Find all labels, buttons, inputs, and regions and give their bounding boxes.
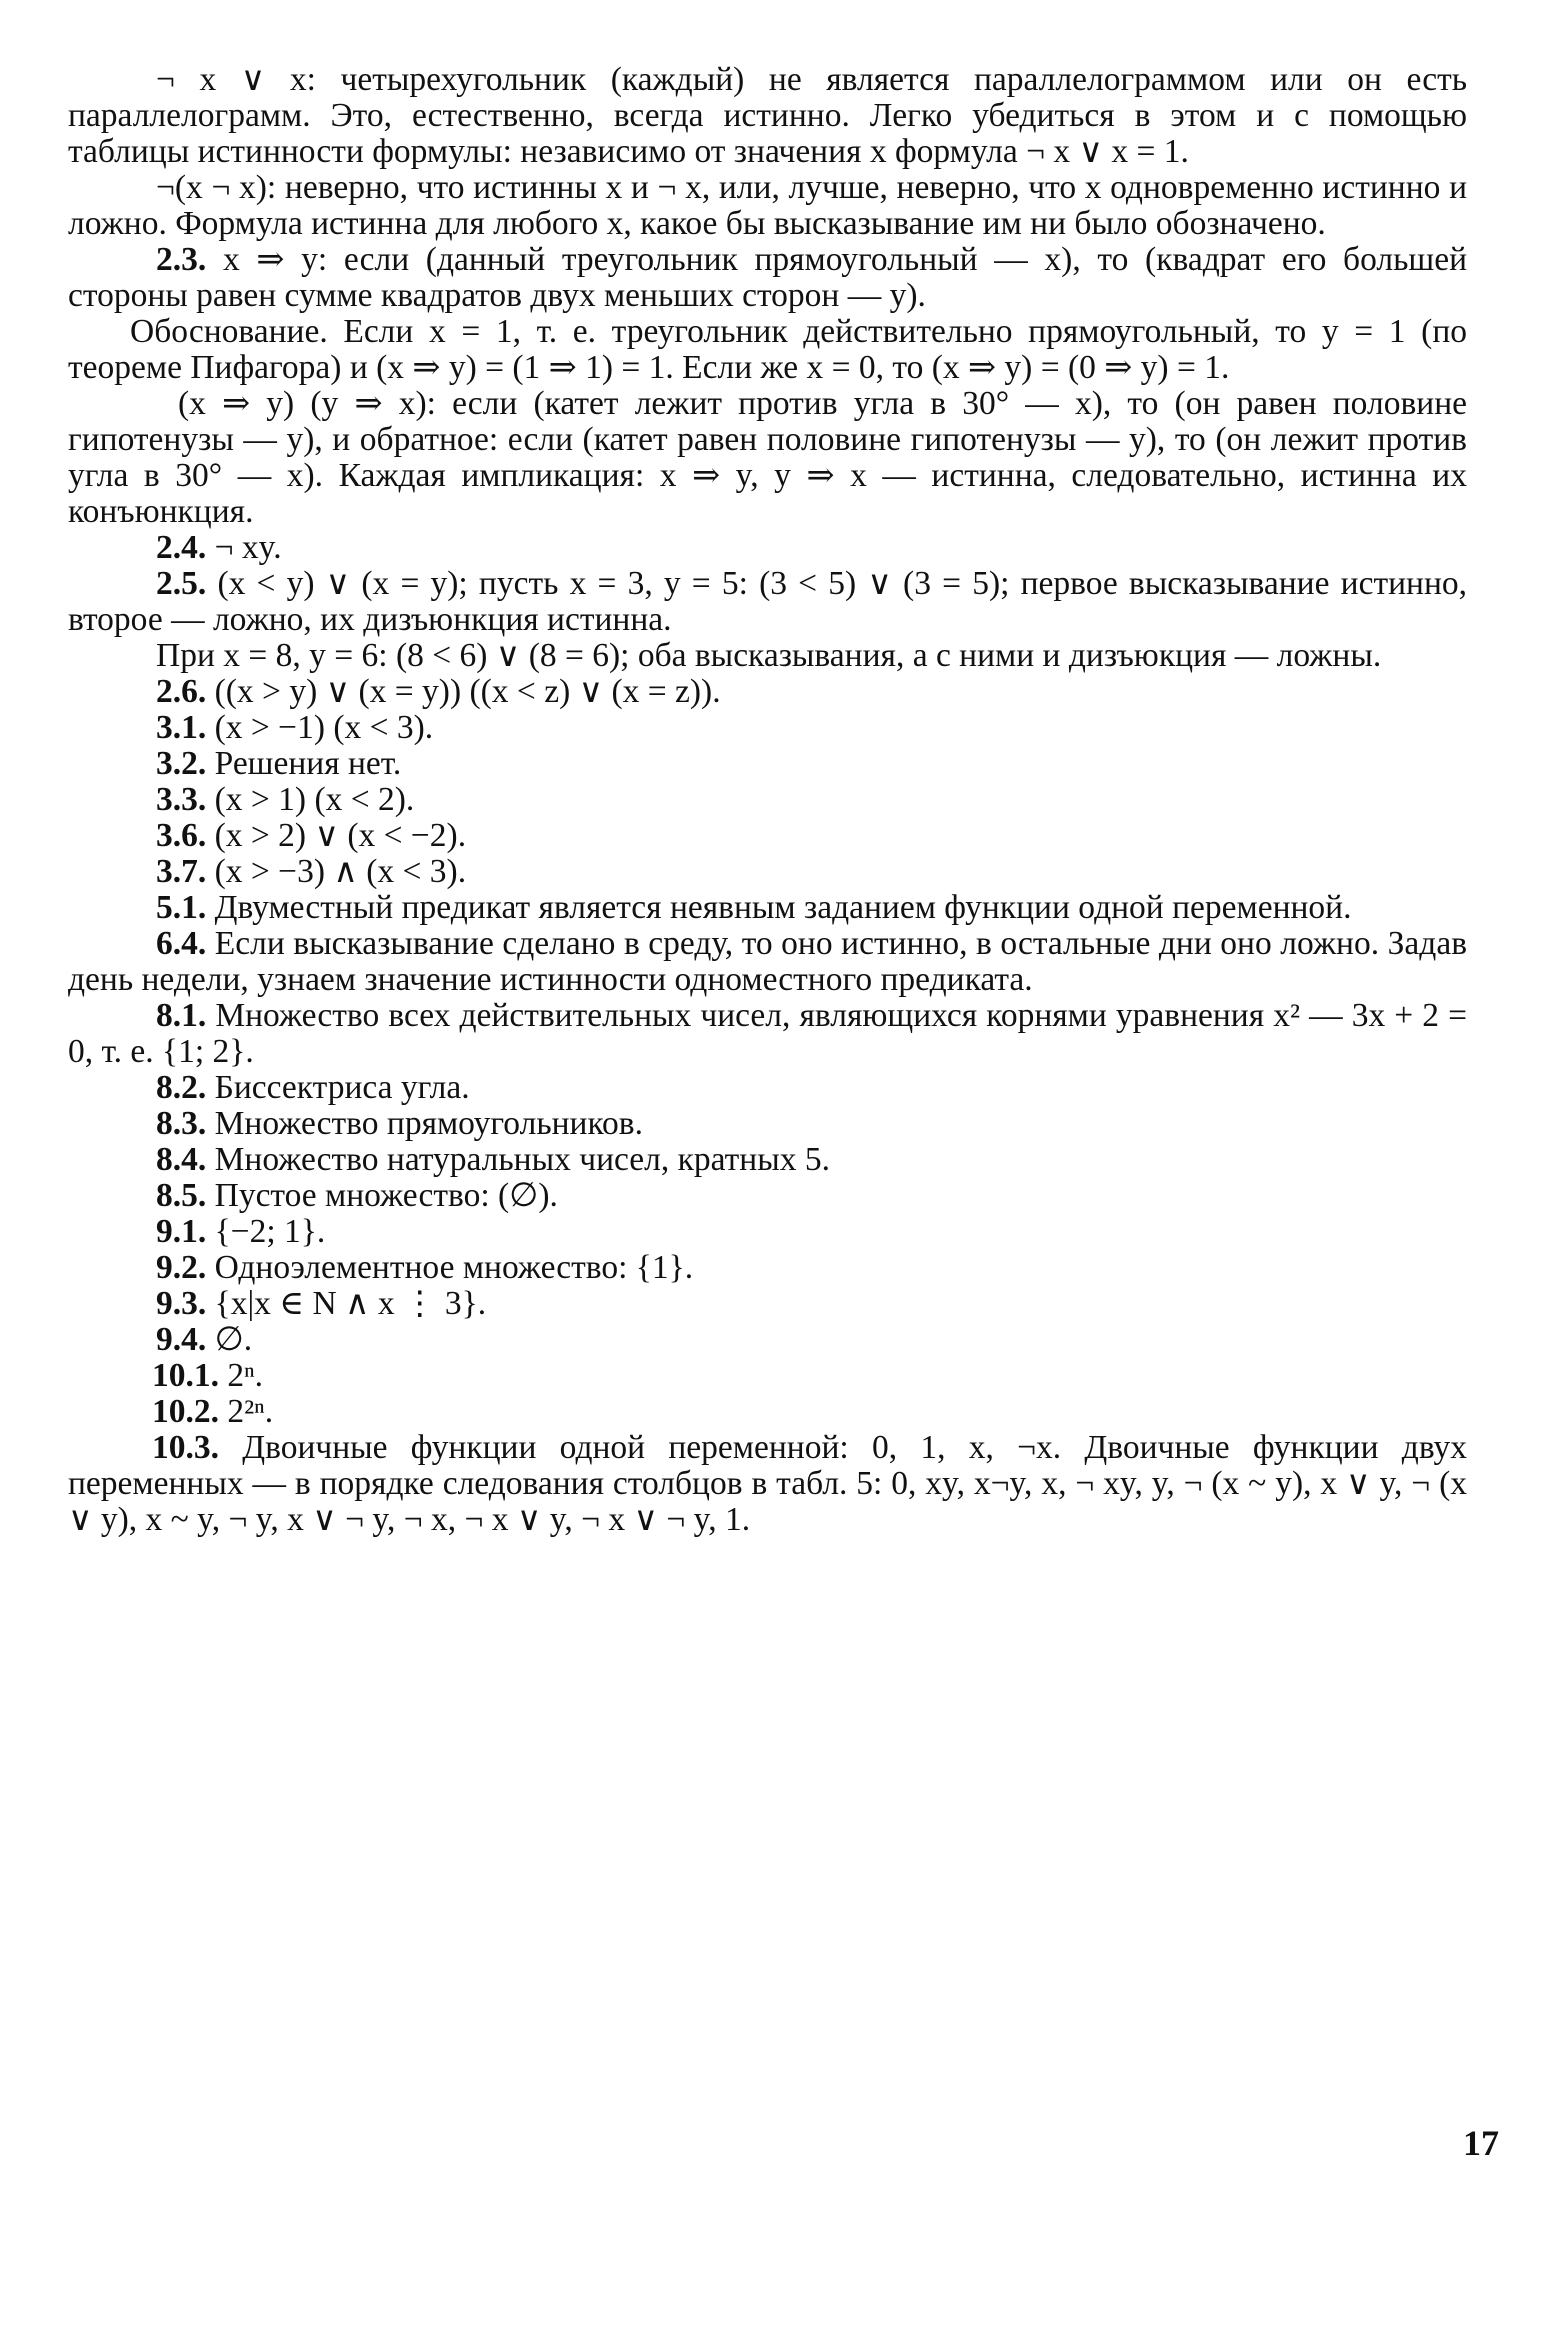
answer-number: 9.3. <box>156 1285 207 1322</box>
answer-number: 8.2. <box>156 1069 207 1106</box>
answer-number: 3.6. <box>156 817 207 854</box>
answer-3-6 <box>68 818 1467 854</box>
answer-number: 3.3. <box>156 781 207 818</box>
answer-number: 2.5. <box>156 565 207 602</box>
answer-number: 10.3. <box>152 1429 219 1466</box>
answer-number: 8.3. <box>156 1105 207 1142</box>
answer-text: Решения нет. <box>214 745 402 782</box>
answer-3-2 <box>68 746 1467 782</box>
answer-8-4 <box>68 1142 1467 1178</box>
answer-3-3 <box>68 782 1467 818</box>
answer-8-3 <box>68 1106 1467 1142</box>
answer-number: 10.1. <box>152 1357 219 1394</box>
answer-text: {x|x ∈ N ∧ x ⋮ 3}. <box>214 1285 487 1322</box>
answer-text: 2²ⁿ. <box>227 1393 274 1430</box>
answer-text: ((x > y) ∨ (x = y)) ((x < z) ∨ (x = z)). <box>214 673 721 710</box>
answer-2-5 <box>68 566 1467 638</box>
answer-8-2 <box>68 1070 1467 1106</box>
answer-number: 10.2. <box>152 1393 219 1430</box>
answer-number: 8.4. <box>156 1141 207 1178</box>
answer-2-4 <box>68 530 1467 566</box>
answer-number: 9.1. <box>156 1213 207 1250</box>
answer-number: 3.2. <box>156 745 207 782</box>
paragraph-justification: Обоснование. Если x = 1, т. е. треугольник действительно прямоугольный, то y = 1 (по теореме Пифагора) и (x ⇒ y) = (1 ⇒ 1) = 1. Если же x = 0, то (x ⇒ y) = (0 ⇒ y) = 1. <box>68 313 1467 386</box>
answer-9-3 <box>68 1286 1467 1322</box>
answer-text: (x > −1) (x < 3). <box>214 709 434 746</box>
answer-5-1 <box>68 890 1467 926</box>
answer-text: (x > 1) (x < 2). <box>214 781 415 818</box>
answer-number: 6.4. <box>156 925 207 962</box>
answer-number: 2.6. <box>156 673 207 710</box>
answer-number: 8.5. <box>156 1177 207 1214</box>
page-number: 17 <box>1463 2123 1499 2163</box>
answer-text: {−2; 1}. <box>214 1213 326 1250</box>
answer-text: x ⇒ y: если (данный треугольник прямоугольный — x), то (квадрат его большей стороны равен сумме квадратов двух меньших сторон — y). <box>68 241 1467 314</box>
answer-number: 3.1. <box>156 709 207 746</box>
answer-3-1 <box>68 710 1467 746</box>
answer-text: Если высказывание сделано в среду, то оно истинно, в остальные дни оно ложно. Задав день недели, узнаем значение истинности одноместного предиката. <box>68 925 1468 998</box>
answer-text: (x < y) ∨ (x = y); пусть x = 3, y = 5: (3 < 5) ∨ (3 = 5); первое высказывание истинно, второе — ложно, их дизъюнкция истинна. <box>68 565 1467 638</box>
answer-10-3 <box>68 1430 1467 1538</box>
answer-2-3 <box>68 242 1467 314</box>
answer-9-1 <box>68 1214 1467 1250</box>
answer-number: 5.1. <box>156 889 207 926</box>
answer-text: ¬ xy. <box>214 529 282 566</box>
answer-number: 9.4. <box>156 1321 207 1358</box>
answer-text: Множество прямоугольников. <box>214 1105 643 1142</box>
answer-text: Двоичные функции одной переменной: 0, 1, x, ¬x. Двоичные функции двух переменных — в порядке следования столбцов в табл. 5: 0, xy, x¬y, x, ¬ xy, y, ¬ (x ~ y), x ∨ y, ¬ (x ∨ y), x ~ y, ¬ y, x ∨ ¬ y, ¬ x, ¬ x ∨ y, ¬ x ∨ ¬ y, 1. <box>68 1429 1467 1538</box>
answer-number: 3.7. <box>156 853 207 890</box>
answer-9-2 <box>68 1250 1467 1286</box>
answer-text: ∅. <box>214 1321 253 1358</box>
answer-10-2 <box>68 1394 1467 1430</box>
answer-number: 8.1. <box>156 997 207 1034</box>
answer-text: Множество натуральных чисел, кратных 5. <box>214 1141 830 1178</box>
answer-text: 2ⁿ. <box>227 1357 264 1394</box>
answer-text: Пустое множество: (∅). <box>214 1177 558 1214</box>
answer-number: 9.2. <box>156 1249 207 1286</box>
answer-2-6 <box>68 674 1467 710</box>
answer-9-4 <box>68 1322 1467 1358</box>
answer-number: 2.4. <box>156 529 207 566</box>
answer-text: (x > −3) ∧ (x < 3). <box>214 853 467 890</box>
answer-6-4 <box>68 926 1467 998</box>
answer-text: Биссектриса угла. <box>214 1069 470 1106</box>
answer-text: (x > 2) ∨ (x < −2). <box>214 817 467 854</box>
answer-10-1 <box>68 1358 1467 1394</box>
answer-3-7 <box>68 854 1467 890</box>
answer-number: 2.3. <box>156 241 207 278</box>
paragraph-converse: (x ⇒ y) (y ⇒ x): если (катет лежит против угла в 30° — x), то (он равен половине гипотенузы — y), и обратное: если (катет равен половине гипотенузы — y), то (он лежит против угла в 30° — x). Каждая импликация: x ⇒ y, y ⇒ x — истинна, следовательно, истинна их конъюнкция. <box>68 385 1467 530</box>
paragraph-1: ¬ x ∨ x: четырехугольник (каждый) не является параллелограммом или он есть параллелограмм. Это, естественно, всегда истинно. Легко убедиться в этом и с помощью таблицы истинности формулы: независимо от значения x формула ¬ x ∨ x = 1. <box>68 61 1467 170</box>
answer-text: Множество всех действительных чисел, являющихся корнями уравнения x² — 3x + 2 = 0, т. е. {1; 2}. <box>68 997 1467 1070</box>
paragraph-2: ¬(x ¬ x): неверно, что истинны x и ¬ x, или, лучше, неверно, что x одновременно истинно и ложно. Формула истинна для любого x, какое бы высказывание им ни было обозначено. <box>68 169 1467 242</box>
answer-text: Двуместный предикат является неявным заданием функции одной переменной. <box>214 889 1352 926</box>
answer-8-5 <box>68 1178 1467 1214</box>
answer-8-1 <box>68 998 1467 1070</box>
answer-text: Одноэлементное множество: {1}. <box>214 1249 694 1286</box>
paragraph-example: При x = 8, y = 6: (8 < 6) ∨ (8 = 6); оба высказывания, а с ними и дизъюкция — ложны. <box>156 637 1382 674</box>
